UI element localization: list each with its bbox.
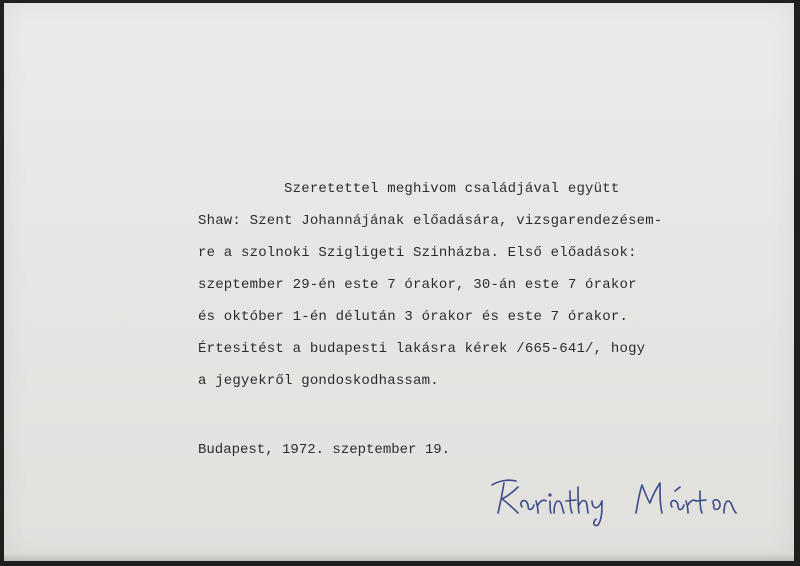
letter-line-1: Szeretettel meghivom családjával együtt xyxy=(198,181,620,197)
letter-line-7: a jegyekről gondoskodhassam. xyxy=(198,373,439,389)
letter-line-3: re a szolnoki Szigligeti Szinházba. Első előadások: xyxy=(198,245,637,261)
letter-line-2: Shaw: Szent Johannájának előadására, vizsgarendezésem- xyxy=(198,213,663,229)
letter-line-6: Értesitést a budapesti lakásra kérek /665-641/, hogy xyxy=(198,341,646,357)
letter-line-5: és október 1-én délután 3 órakor és este 7 órakor. xyxy=(198,309,629,325)
letter-body xyxy=(198,179,758,389)
handwritten-signature xyxy=(486,461,746,531)
letter-date: Budapest, 1972. szeptember 19. xyxy=(198,442,451,458)
letter-sheet xyxy=(4,3,794,561)
letter-line-4: szeptember 29-én este 7 órakor, 30-án este 7 órakor xyxy=(198,277,637,293)
